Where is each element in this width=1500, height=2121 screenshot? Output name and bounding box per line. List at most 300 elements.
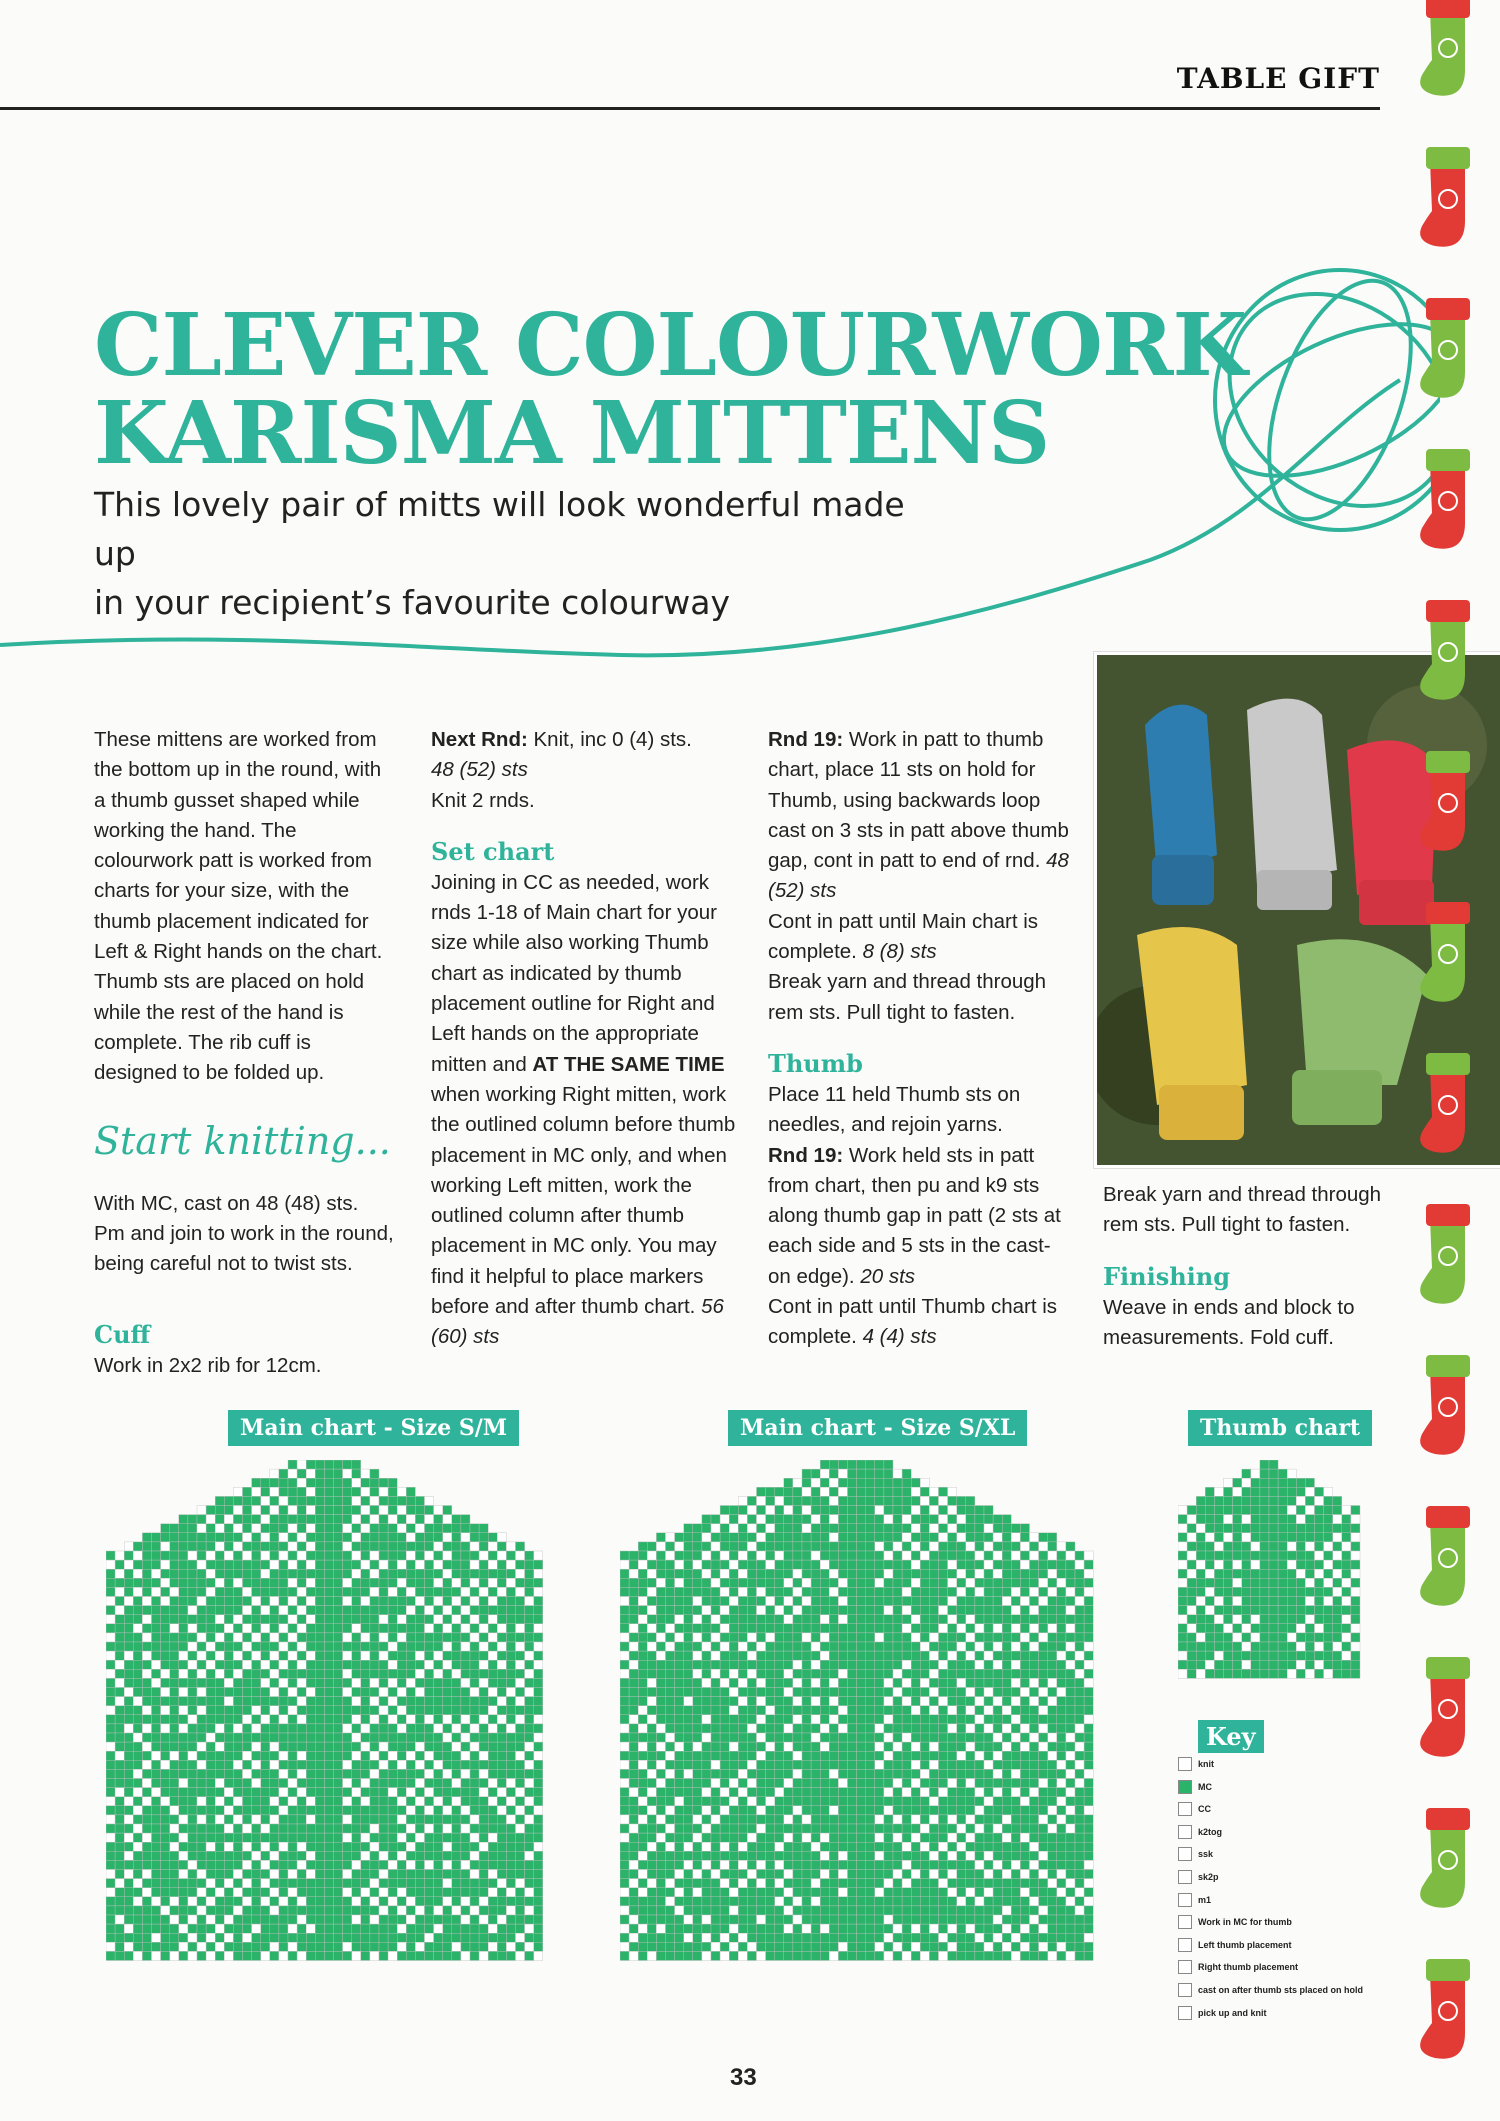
chart-cell xyxy=(188,1833,197,1842)
chart-cell xyxy=(261,1506,270,1515)
chart-cell xyxy=(656,1606,665,1615)
chart-cell xyxy=(966,1615,975,1624)
chart-cell xyxy=(297,1633,306,1642)
chart-cell xyxy=(820,1760,829,1769)
chart-cell xyxy=(461,1751,470,1760)
chart-cell xyxy=(966,1906,975,1915)
chart-cell xyxy=(488,1733,497,1742)
chart-cell xyxy=(315,1824,324,1833)
chart-cell xyxy=(261,1606,270,1615)
chart-cell xyxy=(516,1760,525,1769)
chart-cell xyxy=(270,1706,279,1715)
chart-cell xyxy=(388,1651,397,1660)
chart-cell xyxy=(920,1669,929,1678)
chart-cell xyxy=(215,1496,224,1505)
chart-cell xyxy=(516,1779,525,1788)
chart-cell xyxy=(488,1606,497,1615)
chart-cell xyxy=(379,1706,388,1715)
chart-cell xyxy=(1020,1615,1029,1624)
chart-cell xyxy=(647,1633,656,1642)
chart-cell xyxy=(425,1651,434,1660)
chart-cell xyxy=(406,1715,415,1724)
chart-cell xyxy=(361,1915,370,1924)
chart-cell xyxy=(1020,1587,1029,1596)
chart-cell xyxy=(848,1724,857,1733)
chart-cell xyxy=(702,1606,711,1615)
chart-cell xyxy=(629,1842,638,1851)
chart-cell xyxy=(434,1697,443,1706)
chart-cell xyxy=(279,1951,288,1960)
chart-cell xyxy=(747,1779,756,1788)
chart-cell xyxy=(838,1851,847,1860)
chart-cell xyxy=(902,1633,911,1642)
chart-cell xyxy=(161,1906,170,1915)
chart-cell xyxy=(406,1733,415,1742)
chart-cell xyxy=(647,1551,656,1560)
chart-cell xyxy=(1002,1578,1011,1587)
chart-cell xyxy=(793,1897,802,1906)
chart-cell xyxy=(1057,1742,1066,1751)
chart-cell xyxy=(306,1951,315,1960)
chart-cell xyxy=(684,1733,693,1742)
chart-cell xyxy=(106,1806,115,1815)
chart-cell xyxy=(738,1888,747,1897)
chart-cell xyxy=(1020,1688,1029,1697)
chart-cell xyxy=(647,1697,656,1706)
chart-cell xyxy=(434,1678,443,1687)
chart-cell xyxy=(993,1797,1002,1806)
chart-cell xyxy=(470,1660,479,1669)
chart-cell xyxy=(152,1633,161,1642)
chart-cell xyxy=(397,1951,406,1960)
chart-cell xyxy=(729,1587,738,1596)
chart-cell xyxy=(684,1779,693,1788)
chart-cell xyxy=(470,1651,479,1660)
chart-cell xyxy=(133,1624,142,1633)
chart-cell xyxy=(1011,1560,1020,1569)
chart-cell xyxy=(306,1697,315,1706)
chart-cell xyxy=(629,1879,638,1888)
chart-cell xyxy=(848,1851,857,1860)
chart-cell xyxy=(966,1569,975,1578)
chart-cell xyxy=(215,1860,224,1869)
chart-cell xyxy=(993,1842,1002,1851)
chart-cell xyxy=(415,1924,424,1933)
chart-cell xyxy=(893,1870,902,1879)
chart-cell xyxy=(170,1551,179,1560)
chart-cell xyxy=(902,1597,911,1606)
chart-cell xyxy=(638,1806,647,1815)
chart-cell xyxy=(693,1742,702,1751)
chart-cell xyxy=(161,1724,170,1733)
chart-cell xyxy=(1002,1779,1011,1788)
chart-cell xyxy=(142,1951,151,1960)
chart-cell xyxy=(1075,1578,1084,1587)
chart-cell xyxy=(829,1615,838,1624)
chart-cell xyxy=(243,1724,252,1733)
chart-cell xyxy=(534,1669,543,1678)
chart-cell xyxy=(315,1906,324,1915)
chart-cell xyxy=(133,1642,142,1651)
chart-cell xyxy=(1020,1569,1029,1578)
chart-cell xyxy=(738,1842,747,1851)
chart-cell xyxy=(1048,1779,1057,1788)
chart-cell xyxy=(757,1851,766,1860)
chart-cell xyxy=(352,1478,361,1487)
chart-cell xyxy=(324,1706,333,1715)
chart-cell xyxy=(443,1788,452,1797)
chart-cell xyxy=(379,1688,388,1697)
chart-cell xyxy=(324,1633,333,1642)
chart-cell xyxy=(443,1824,452,1833)
chart-cell xyxy=(115,1742,124,1751)
chart-cell xyxy=(306,1742,315,1751)
chart-cell xyxy=(1084,1678,1093,1687)
chart-cell xyxy=(506,1651,515,1660)
chart-cell xyxy=(388,1697,397,1706)
chart-cell xyxy=(948,1506,957,1515)
chart-cell xyxy=(142,1915,151,1924)
chart-cell xyxy=(638,1942,647,1951)
chart-cell xyxy=(957,1697,966,1706)
chart-cell xyxy=(666,1651,675,1660)
chart-cell xyxy=(443,1724,452,1733)
chart-cell xyxy=(233,1788,242,1797)
chart-cell xyxy=(415,1578,424,1587)
chart-cell xyxy=(902,1906,911,1915)
chart-cell xyxy=(124,1624,133,1633)
chart-cell xyxy=(848,1478,857,1487)
chart-cell xyxy=(115,1642,124,1651)
chart-cell xyxy=(133,1715,142,1724)
chart-cell xyxy=(802,1815,811,1824)
chart-cell xyxy=(188,1924,197,1933)
chart-cell xyxy=(115,1633,124,1642)
chart-cell xyxy=(647,1597,656,1606)
chart-cell xyxy=(757,1760,766,1769)
chart-cell xyxy=(920,1879,929,1888)
chart-cell xyxy=(993,1888,1002,1897)
chart-cell xyxy=(516,1733,525,1742)
chart-cell xyxy=(315,1888,324,1897)
chart-cell xyxy=(857,1797,866,1806)
chart-cell xyxy=(666,1924,675,1933)
chart-cell xyxy=(388,1524,397,1533)
chart-cell xyxy=(620,1642,629,1651)
chart-cell xyxy=(215,1751,224,1760)
chart-cell xyxy=(434,1769,443,1778)
chart-cell xyxy=(1002,1533,1011,1542)
chart-cell xyxy=(620,1851,629,1860)
chart-cell xyxy=(993,1897,1002,1906)
chart-cell xyxy=(452,1951,461,1960)
chart-cell xyxy=(461,1524,470,1533)
chart-cell xyxy=(224,1797,233,1806)
chart-cell xyxy=(233,1833,242,1842)
chart-cell xyxy=(288,1496,297,1505)
chart-cell xyxy=(142,1724,151,1733)
chart-cell xyxy=(306,1651,315,1660)
chart-cell xyxy=(233,1533,242,1542)
chart-cell xyxy=(1002,1860,1011,1869)
chart-cell xyxy=(370,1478,379,1487)
chart-cell xyxy=(957,1906,966,1915)
chart-cell xyxy=(324,1642,333,1651)
chart-cell xyxy=(434,1851,443,1860)
chart-cell xyxy=(343,1515,352,1524)
chart-cell xyxy=(911,1888,920,1897)
chart-cell xyxy=(1002,1597,1011,1606)
chart-cell xyxy=(288,1642,297,1651)
chart-cell xyxy=(920,1578,929,1587)
chart-cell xyxy=(884,1560,893,1569)
chart-cell xyxy=(966,1815,975,1824)
chart-cell xyxy=(711,1851,720,1860)
chart-cell xyxy=(106,1769,115,1778)
chart-cell xyxy=(1075,1888,1084,1897)
start-knitting-heading: Start knitting... xyxy=(94,1118,391,1163)
chart-cell xyxy=(738,1597,747,1606)
chart-cell xyxy=(261,1942,270,1951)
chart-cell xyxy=(406,1724,415,1733)
chart-cell xyxy=(620,1587,629,1596)
chart-cell xyxy=(729,1569,738,1578)
chart-cell xyxy=(647,1715,656,1724)
chart-cell xyxy=(315,1597,324,1606)
chart-cell xyxy=(142,1715,151,1724)
chart-cell xyxy=(957,1897,966,1906)
chart-cell xyxy=(370,1751,379,1760)
chart-cell xyxy=(516,1788,525,1797)
chart-cell xyxy=(939,1688,948,1697)
chart-cell xyxy=(875,1697,884,1706)
chart-cell xyxy=(297,1669,306,1678)
chart-cell xyxy=(106,1706,115,1715)
chart-cell xyxy=(379,1624,388,1633)
chart-cell xyxy=(638,1833,647,1842)
chart-cell xyxy=(629,1578,638,1587)
chart-cell xyxy=(829,1906,838,1915)
chart-cell xyxy=(720,1533,729,1542)
chart-cell xyxy=(516,1706,525,1715)
chart-cell xyxy=(334,1769,343,1778)
chart-cell xyxy=(939,1833,948,1842)
chart-cell xyxy=(452,1897,461,1906)
chart-cell xyxy=(693,1642,702,1651)
chart-cell xyxy=(270,1578,279,1587)
chart-cell xyxy=(252,1842,261,1851)
chart-cell xyxy=(802,1633,811,1642)
chart-cell xyxy=(838,1751,847,1760)
chart-cell xyxy=(638,1842,647,1851)
chart-cell xyxy=(270,1742,279,1751)
chart-cell xyxy=(506,1606,515,1615)
chart-cell xyxy=(497,1897,506,1906)
chart-cell xyxy=(966,1642,975,1651)
chart-cell xyxy=(866,1733,875,1742)
chart-cell xyxy=(802,1733,811,1742)
chart-cell xyxy=(747,1560,756,1569)
chart-cell xyxy=(1011,1779,1020,1788)
chart-cell xyxy=(702,1851,711,1860)
chart-cell xyxy=(693,1906,702,1915)
chart-cell xyxy=(397,1597,406,1606)
chart-cell xyxy=(206,1606,215,1615)
chart-cell xyxy=(1030,1888,1039,1897)
chart-cell xyxy=(297,1724,306,1733)
chart-cell xyxy=(666,1815,675,1824)
chart-cell xyxy=(1039,1651,1048,1660)
chart-cell xyxy=(848,1751,857,1760)
chart-cell xyxy=(124,1597,133,1606)
chart-cell xyxy=(170,1560,179,1569)
chart-cell xyxy=(1075,1651,1084,1660)
chart-cell xyxy=(857,1469,866,1478)
chart-cell xyxy=(425,1870,434,1879)
chart-cell xyxy=(343,1879,352,1888)
chart-cell xyxy=(1011,1615,1020,1624)
chart-cell xyxy=(1011,1915,1020,1924)
chart-cell xyxy=(1066,1906,1075,1915)
chart-cell xyxy=(297,1515,306,1524)
chart-cell xyxy=(1048,1897,1057,1906)
chart-cell xyxy=(215,1560,224,1569)
chart-cell xyxy=(288,1524,297,1533)
chart-cell xyxy=(388,1942,397,1951)
chart-cell xyxy=(270,1678,279,1687)
chart-cell xyxy=(1030,1624,1039,1633)
chart-cell xyxy=(324,1951,333,1960)
chart-cell xyxy=(215,1578,224,1587)
chart-cell xyxy=(993,1715,1002,1724)
chart-cell xyxy=(434,1551,443,1560)
chart-cell xyxy=(506,1879,515,1888)
chart-cell xyxy=(324,1615,333,1624)
chart-cell xyxy=(902,1924,911,1933)
chart-cell xyxy=(397,1751,406,1760)
chart-cell xyxy=(170,1733,179,1742)
chart-cell xyxy=(279,1542,288,1551)
chart-cell xyxy=(656,1824,665,1833)
chart-cell xyxy=(443,1760,452,1769)
chart-cell xyxy=(179,1788,188,1797)
chart-cell xyxy=(838,1724,847,1733)
chart-cell xyxy=(370,1487,379,1496)
chart-cell xyxy=(352,1806,361,1815)
chart-cell xyxy=(379,1597,388,1606)
chart-cell xyxy=(829,1706,838,1715)
chart-cell xyxy=(324,1460,333,1469)
chart-cell xyxy=(233,1906,242,1915)
chart-cell xyxy=(270,1660,279,1669)
chart-cell xyxy=(666,1597,675,1606)
chart-cell xyxy=(766,1815,775,1824)
chart-cell xyxy=(124,1906,133,1915)
chart-cell xyxy=(506,1724,515,1733)
chart-cell xyxy=(793,1769,802,1778)
chart-cell xyxy=(361,1606,370,1615)
chart-cell xyxy=(820,1833,829,1842)
chart-cell xyxy=(929,1560,938,1569)
chart-cell xyxy=(243,1879,252,1888)
chart-cell xyxy=(820,1706,829,1715)
chart-cell xyxy=(197,1897,206,1906)
chart-cell xyxy=(261,1815,270,1824)
chart-cell xyxy=(434,1642,443,1651)
chart-cell xyxy=(939,1515,948,1524)
chart-cell xyxy=(324,1715,333,1724)
chart-cell xyxy=(170,1933,179,1942)
chart-cell xyxy=(324,1524,333,1533)
chart-cell xyxy=(1020,1851,1029,1860)
chart-cell xyxy=(757,1560,766,1569)
chart-cell xyxy=(966,1933,975,1942)
chart-cell xyxy=(884,1587,893,1596)
chart-cell xyxy=(334,1560,343,1569)
chart-cell xyxy=(766,1542,775,1551)
chart-cell xyxy=(470,1851,479,1860)
chart-cell xyxy=(261,1578,270,1587)
chart-cell xyxy=(675,1915,684,1924)
chart-cell xyxy=(343,1715,352,1724)
chart-cell xyxy=(1020,1860,1029,1869)
chart-cell xyxy=(1075,1606,1084,1615)
chart-cell xyxy=(875,1606,884,1615)
chart-cell xyxy=(479,1779,488,1788)
chart-cell xyxy=(620,1788,629,1797)
chart-cell xyxy=(948,1633,957,1642)
chart-cell xyxy=(1002,1651,1011,1660)
chart-cell xyxy=(1066,1806,1075,1815)
chart-cell xyxy=(170,1633,179,1642)
chart-cell xyxy=(461,1815,470,1824)
chart-cell xyxy=(993,1524,1002,1533)
chart-cell xyxy=(939,1751,948,1760)
chart-cell xyxy=(233,1542,242,1551)
chart-cell xyxy=(747,1633,756,1642)
chart-cell xyxy=(152,1860,161,1869)
chart-cell xyxy=(315,1506,324,1515)
chart-cell xyxy=(434,1724,443,1733)
chart-cell xyxy=(893,1824,902,1833)
chart-cell xyxy=(820,1779,829,1788)
chart-cell xyxy=(1066,1860,1075,1869)
chart-cell xyxy=(170,1669,179,1678)
chart-cell xyxy=(288,1697,297,1706)
chart-cell xyxy=(324,1824,333,1833)
chart-cell xyxy=(802,1651,811,1660)
chart-cell xyxy=(1039,1860,1048,1869)
chart-cell xyxy=(379,1915,388,1924)
chart-cell xyxy=(170,1942,179,1951)
chart-cell xyxy=(324,1688,333,1697)
chart-cell xyxy=(857,1760,866,1769)
chart-cell xyxy=(297,1888,306,1897)
chart-cell xyxy=(270,1469,279,1478)
chart-cell xyxy=(206,1915,215,1924)
chart-cell xyxy=(1039,1897,1048,1906)
chart-cell xyxy=(1039,1924,1048,1933)
chart-cell xyxy=(425,1606,434,1615)
chart-cell xyxy=(206,1688,215,1697)
chart-cell xyxy=(902,1496,911,1505)
chart-cell xyxy=(1057,1642,1066,1651)
chart-cell xyxy=(506,1715,515,1724)
chart-cell xyxy=(179,1706,188,1715)
chart-cell xyxy=(534,1715,543,1724)
chart-cell xyxy=(306,1606,315,1615)
chart-cell xyxy=(370,1615,379,1624)
